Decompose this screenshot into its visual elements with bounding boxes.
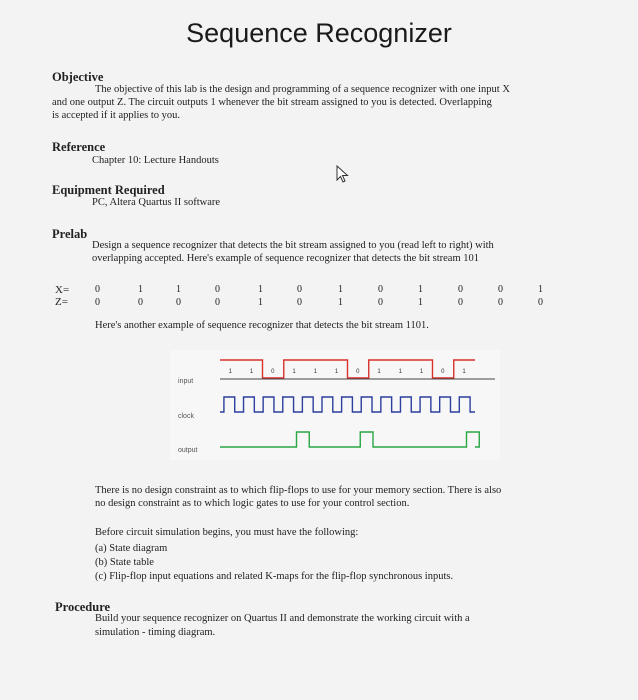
input-bit-label: 0 bbox=[271, 369, 275, 375]
equipment-heading: Equipment Required bbox=[52, 183, 165, 197]
input-bit-label: 0 bbox=[441, 369, 445, 375]
prelab-line-1: Design a sequence recognizer that detects the bit stream assigned to you (read left to right) with bbox=[92, 240, 494, 251]
input-bit-label: 1 bbox=[292, 369, 296, 375]
x-label: X= bbox=[55, 284, 70, 296]
constraint-line-1: There is no design constraint as to which flip-flops to use for your memory section. There is also bbox=[95, 485, 502, 496]
x-sequence-bit: 0 bbox=[378, 284, 383, 295]
x-sequence-bit: 0 bbox=[297, 284, 302, 295]
input-bit-label: 1 bbox=[377, 369, 381, 375]
z-sequence-bit: 0 bbox=[95, 297, 100, 308]
constraint-line-2: no design constraint as to which logic gates to use for your control section. bbox=[95, 498, 410, 509]
input-bit-label: 1 bbox=[313, 369, 317, 375]
output-signal-label: output bbox=[178, 447, 198, 454]
input-bit-label: 1 bbox=[334, 369, 339, 375]
x-sequence-bit: 0 bbox=[95, 284, 100, 295]
reference-heading: Reference bbox=[52, 140, 106, 154]
z-sequence-bit: 1 bbox=[258, 297, 263, 308]
x-sequence-bit: 1 bbox=[138, 284, 143, 295]
prelab-another-example: Here's another example of sequence recognizer that detects the bit stream 1101. bbox=[95, 320, 429, 331]
objective-line-2: and one output Z. The circuit outputs 1 whenever the bit stream assigned to you is detected. Overlapping bbox=[52, 97, 492, 108]
x-sequence-bit: 1 bbox=[176, 284, 181, 295]
input-signal-label: input bbox=[178, 378, 194, 385]
z-sequence-bit: 0 bbox=[378, 297, 383, 308]
requirement-item-b: (b) State table bbox=[95, 557, 154, 568]
objective-line-3: is accepted if it applies to you. bbox=[52, 110, 181, 121]
procedure-line-2: simulation - timing diagram. bbox=[95, 627, 216, 638]
z-sequence-bit: 1 bbox=[418, 297, 423, 308]
z-label: Z= bbox=[55, 296, 68, 308]
input-bit-label: 1 bbox=[462, 369, 466, 375]
z-sequence-bit: 0 bbox=[138, 297, 143, 308]
x-sequence-bit: 0 bbox=[498, 284, 503, 295]
input-bit-label: 1 bbox=[398, 369, 402, 375]
z-sequence-bit: 1 bbox=[338, 297, 343, 308]
z-sequence-bit: 0 bbox=[538, 297, 543, 308]
page-title: Sequence Recognizer bbox=[186, 18, 452, 48]
requirement-item-a: (a) State diagram bbox=[95, 543, 168, 554]
z-sequence-bit: 0 bbox=[498, 297, 503, 308]
procedure-heading: Procedure bbox=[55, 600, 111, 614]
z-sequence-bit: 0 bbox=[297, 297, 302, 308]
prelab-line-2: overlapping accepted. Here's example of sequence recognizer that detects the bit stream 101 bbox=[92, 253, 480, 264]
equipment-text: PC, Altera Quartus II software bbox=[92, 197, 221, 208]
z-sequence-bit: 0 bbox=[458, 297, 463, 308]
x-sequence-bit: 1 bbox=[538, 284, 543, 295]
mouse-pointer-icon bbox=[336, 165, 350, 183]
reference-text: Chapter 10: Lecture Handouts bbox=[92, 155, 219, 166]
x-sequence-bit: 0 bbox=[458, 284, 463, 295]
x-sequence-bit: 1 bbox=[338, 284, 343, 295]
requirement-item-c: (c) Flip-flop input equations and related K-maps for the flip-flop synchronous inputs. bbox=[95, 571, 454, 582]
input-bit-label: 1 bbox=[419, 369, 424, 375]
before-simulation: Before circuit simulation begins, you must have the following: bbox=[95, 527, 359, 538]
clock-signal-label: clock bbox=[178, 413, 194, 420]
objective-heading: Objective bbox=[52, 70, 104, 84]
procedure-line-1: Build your sequence recognizer on Quartus II and demonstrate the working circuit with a bbox=[95, 613, 470, 624]
x-sequence-bit: 0 bbox=[215, 284, 220, 295]
z-sequence-bit: 0 bbox=[176, 297, 181, 308]
x-sequence-bit: 1 bbox=[258, 284, 263, 295]
x-sequence-bit: 1 bbox=[418, 284, 423, 295]
input-bit-label: 1 bbox=[249, 369, 254, 375]
z-sequence-bit: 0 bbox=[215, 297, 220, 308]
input-bit-label: 1 bbox=[228, 369, 232, 375]
objective-line-1: The objective of this lab is the design and programming of a sequence recognizer with one input X bbox=[95, 84, 510, 95]
timing-diagram bbox=[170, 350, 500, 460]
input-bit-label: 0 bbox=[356, 369, 360, 375]
prelab-heading: Prelab bbox=[52, 227, 88, 241]
